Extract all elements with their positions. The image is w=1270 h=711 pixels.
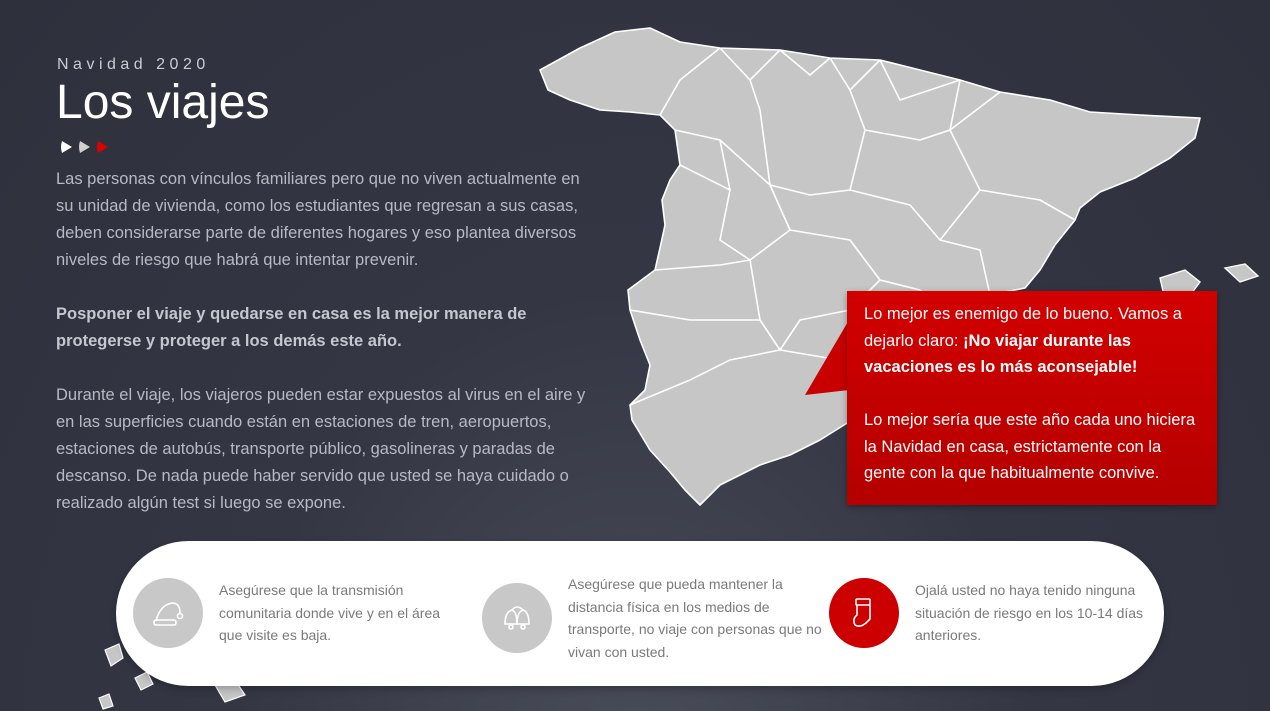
arrow-right-icon <box>78 140 92 154</box>
island-shape <box>105 644 123 666</box>
key-message: Posponer el viaje y quedarse en casa es la mejor manera de protegerse y proteger a los demás este año. <box>56 305 527 350</box>
callout-paragraph: Lo mejor sería que este año cada uno hiciera la Navidad en casa, estrictamente con la gente con la que habitualmente convive. <box>864 411 1196 482</box>
stocking-icon <box>829 578 899 648</box>
subtitle: Navidad 2020 <box>57 56 210 73</box>
arrow-right-icon <box>96 140 110 154</box>
tip-item <box>133 578 463 648</box>
bells-icon <box>482 583 552 653</box>
tip-item <box>482 573 827 663</box>
island-shape <box>99 694 113 709</box>
arrow-right-icon <box>60 140 74 154</box>
tips-panel <box>116 541 1164 686</box>
page-title: Los viajes <box>56 76 270 129</box>
intro-paragraph: Durante el viaje, los viajeros pueden estar expuestos al virus en el aire y en las superficies cuando están en estaciones de tren, aeropuertos, estaciones de autobús, transporte público, gasolineras y paradas de descanso. De nada puede haber servido que usted se haya cuidado o realizado algún test si luego se expone. <box>56 386 586 512</box>
tip-text: Ojalá usted no haya tenido ninguna situación de riesgo en los 10-14 días anteriores. <box>915 582 1144 644</box>
callout-paragraph <box>864 301 1201 381</box>
callout-box <box>847 291 1217 505</box>
intro-text <box>56 166 586 544</box>
intro-paragraph: Las personas con vínculos familiares pero que no viven actualmente en su unidad de vivienda, como los estudiantes que regresan a sus casas, deben considerarse parte de diferentes hogares y eso plantea diversos niveles de riesgo que habrá que intentar prevenir. <box>56 170 580 269</box>
tip-text: Asegúrese que la transmisión comunitaria donde vive y en el área que visite es baja. <box>219 582 441 644</box>
tip-item <box>829 578 1149 648</box>
tip-text: Asegúrese que pueda mantener la distancia física en los medios de transporte, no viaje con personas que no vivan con usted. <box>568 576 822 660</box>
island-shape <box>1225 264 1258 282</box>
callout-text: Lo mejor es enemigo de lo bueno. Vamos a dejarlo claro: <box>864 305 1182 350</box>
callout-highlight: ¡No viajar durante las vacaciones es lo más aconsejable! <box>864 331 1138 376</box>
santa-hat-icon <box>133 578 203 648</box>
arrow-markers <box>60 140 110 154</box>
